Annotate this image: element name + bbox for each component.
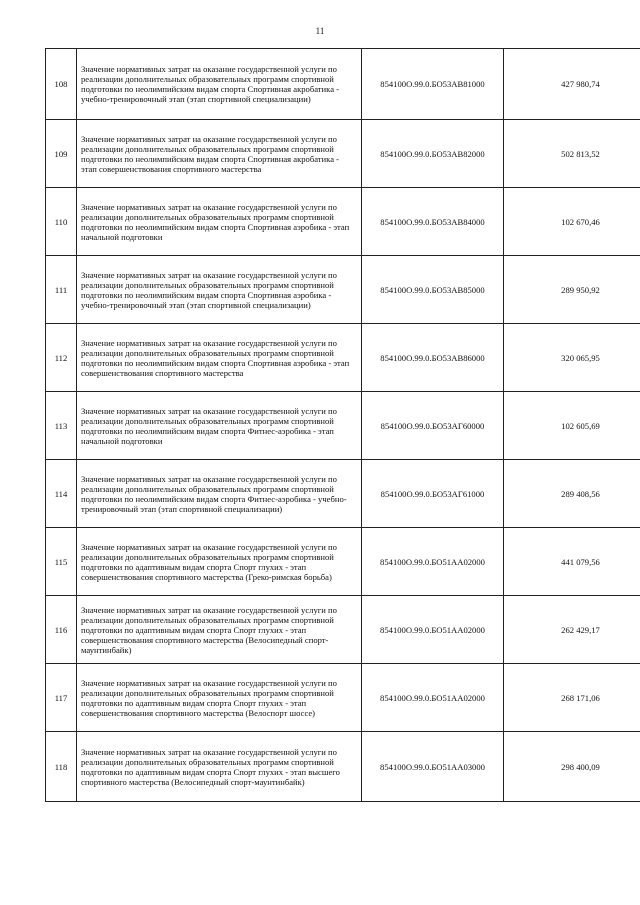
row-amount: 289 950,92 bbox=[504, 256, 640, 324]
row-number: 118 bbox=[46, 732, 77, 802]
row-description: Значение нормативных затрат на оказание государственной услуги по реализации дополнительных образовательных программ спортивной подготовки по адаптивным видам спорта Спорт глухих - этап высшего спортивного мастерства (Велосипедный спорт-маунтинбайк) bbox=[77, 732, 362, 802]
row-service-code: 854100О.99.0.БО53АГ60000 bbox=[362, 392, 504, 460]
table-row bbox=[46, 664, 640, 732]
row-amount: 268 171,06 bbox=[504, 664, 640, 732]
table-row bbox=[46, 49, 640, 120]
row-amount: 441 079,56 bbox=[504, 528, 640, 596]
row-number: 115 bbox=[46, 528, 77, 596]
row-number: 110 bbox=[46, 188, 77, 256]
row-service-code: 854100О.99.0.БО51АА03000 bbox=[362, 732, 504, 802]
row-number: 116 bbox=[46, 596, 77, 664]
row-amount: 320 065,95 bbox=[504, 324, 640, 392]
row-number: 112 bbox=[46, 324, 77, 392]
row-description: Значение нормативных затрат на оказание государственной услуги по реализации дополнительных образовательных программ спортивной подготовки по неолимпийским видам спорта Фитнес-аэробика - учебно-тренировочный этап (этап спортивной специализации) bbox=[77, 460, 362, 528]
table-row bbox=[46, 256, 640, 324]
row-service-code: 854100О.99.0.БО53АВ82000 bbox=[362, 120, 504, 188]
row-description: Значение нормативных затрат на оказание государственной услуги по реализации дополнительных образовательных программ спортивной подготовки по неолимпийским видам спорта Спортивная аэробика - этап начальной подготовки bbox=[77, 188, 362, 256]
row-description: Значение нормативных затрат на оказание государственной услуги по реализации дополнительных образовательных программ спортивной подготовки по адаптивным видам спорта Спорт глухих - этап совершенствования спортивного мастерства (Велоспорт шоссе) bbox=[77, 664, 362, 732]
row-description: Значение нормативных затрат на оказание государственной услуги по реализации дополнительных образовательных программ спортивной подготовки по адаптивным видам спорта Спорт глухих - этап совершенствования спортивного мастерства (Греко-римская борьба) bbox=[77, 528, 362, 596]
table-row bbox=[46, 460, 640, 528]
row-service-code: 854100О.99.0.БО53АВ86000 bbox=[362, 324, 504, 392]
row-number: 114 bbox=[46, 460, 77, 528]
row-service-code: 854100О.99.0.БО53АГ61000 bbox=[362, 460, 504, 528]
row-number: 108 bbox=[46, 49, 77, 120]
table-row bbox=[46, 324, 640, 392]
table-body bbox=[46, 49, 640, 802]
page-number: 11 bbox=[315, 26, 325, 36]
row-service-code: 854100О.99.0.БО53АВ85000 bbox=[362, 256, 504, 324]
row-service-code: 854100О.99.0.БО53АВ84000 bbox=[362, 188, 504, 256]
row-description: Значение нормативных затрат на оказание государственной услуги по реализации дополнительных образовательных программ спортивной подготовки по неолимпийским видам спорта Спортивная аэробика - этап совершенствования спортивного мастерства bbox=[77, 324, 362, 392]
row-amount: 262 429,17 bbox=[504, 596, 640, 664]
normative-costs-table bbox=[45, 48, 640, 802]
row-number: 113 bbox=[46, 392, 77, 460]
table-row bbox=[46, 120, 640, 188]
row-amount: 298 400,09 bbox=[504, 732, 640, 802]
row-service-code: 854100О.99.0.БО51АА02000 bbox=[362, 664, 504, 732]
table-row bbox=[46, 188, 640, 256]
row-number: 111 bbox=[46, 256, 77, 324]
table-row bbox=[46, 732, 640, 802]
row-number: 109 bbox=[46, 120, 77, 188]
row-number: 117 bbox=[46, 664, 77, 732]
row-description: Значение нормативных затрат на оказание государственной услуги по реализации дополнительных образовательных программ спортивной подготовки по неолимпийским видам спорта Фитнес-аэробика - этап начальной подготовки bbox=[77, 392, 362, 460]
row-service-code: 854100О.99.0.БО53АВ81000 bbox=[362, 49, 504, 120]
table-row bbox=[46, 528, 640, 596]
row-description: Значение нормативных затрат на оказание государственной услуги по реализации дополнительных образовательных программ спортивной подготовки по адаптивным видам спорта Спорт глухих - этап совершенствования спортивного мастерства (Велосипедный спорт-маунтинбайк) bbox=[77, 596, 362, 664]
row-description: Значение нормативных затрат на оказание государственной услуги по реализации дополнительных образовательных программ спортивной подготовки по неолимпийским видам спорта Спортивная акробатика - учебно-тренировочный этап (этап спортивной специализации) bbox=[77, 49, 362, 120]
row-service-code: 854100О.99.0.БО51АА02000 bbox=[362, 596, 504, 664]
table-row bbox=[46, 596, 640, 664]
row-amount: 502 813,52 bbox=[504, 120, 640, 188]
row-description: Значение нормативных затрат на оказание государственной услуги по реализации дополнительных образовательных программ спортивной подготовки по неолимпийским видам спорта Спортивная аэробика - учебно-тренировочный этап (этап спортивной специализации) bbox=[77, 256, 362, 324]
row-amount: 102 605,69 bbox=[504, 392, 640, 460]
row-amount: 102 670,46 bbox=[504, 188, 640, 256]
row-description: Значение нормативных затрат на оказание государственной услуги по реализации дополнительных образовательных программ спортивной подготовки по неолимпийским видам спорта Спортивная акробатика - этап совершенствования спортивного мастерства bbox=[77, 120, 362, 188]
row-service-code: 854100О.99.0.БО51АА02000 bbox=[362, 528, 504, 596]
row-amount: 289 408,56 bbox=[504, 460, 640, 528]
row-amount: 427 980,74 bbox=[504, 49, 640, 120]
table-row bbox=[46, 392, 640, 460]
